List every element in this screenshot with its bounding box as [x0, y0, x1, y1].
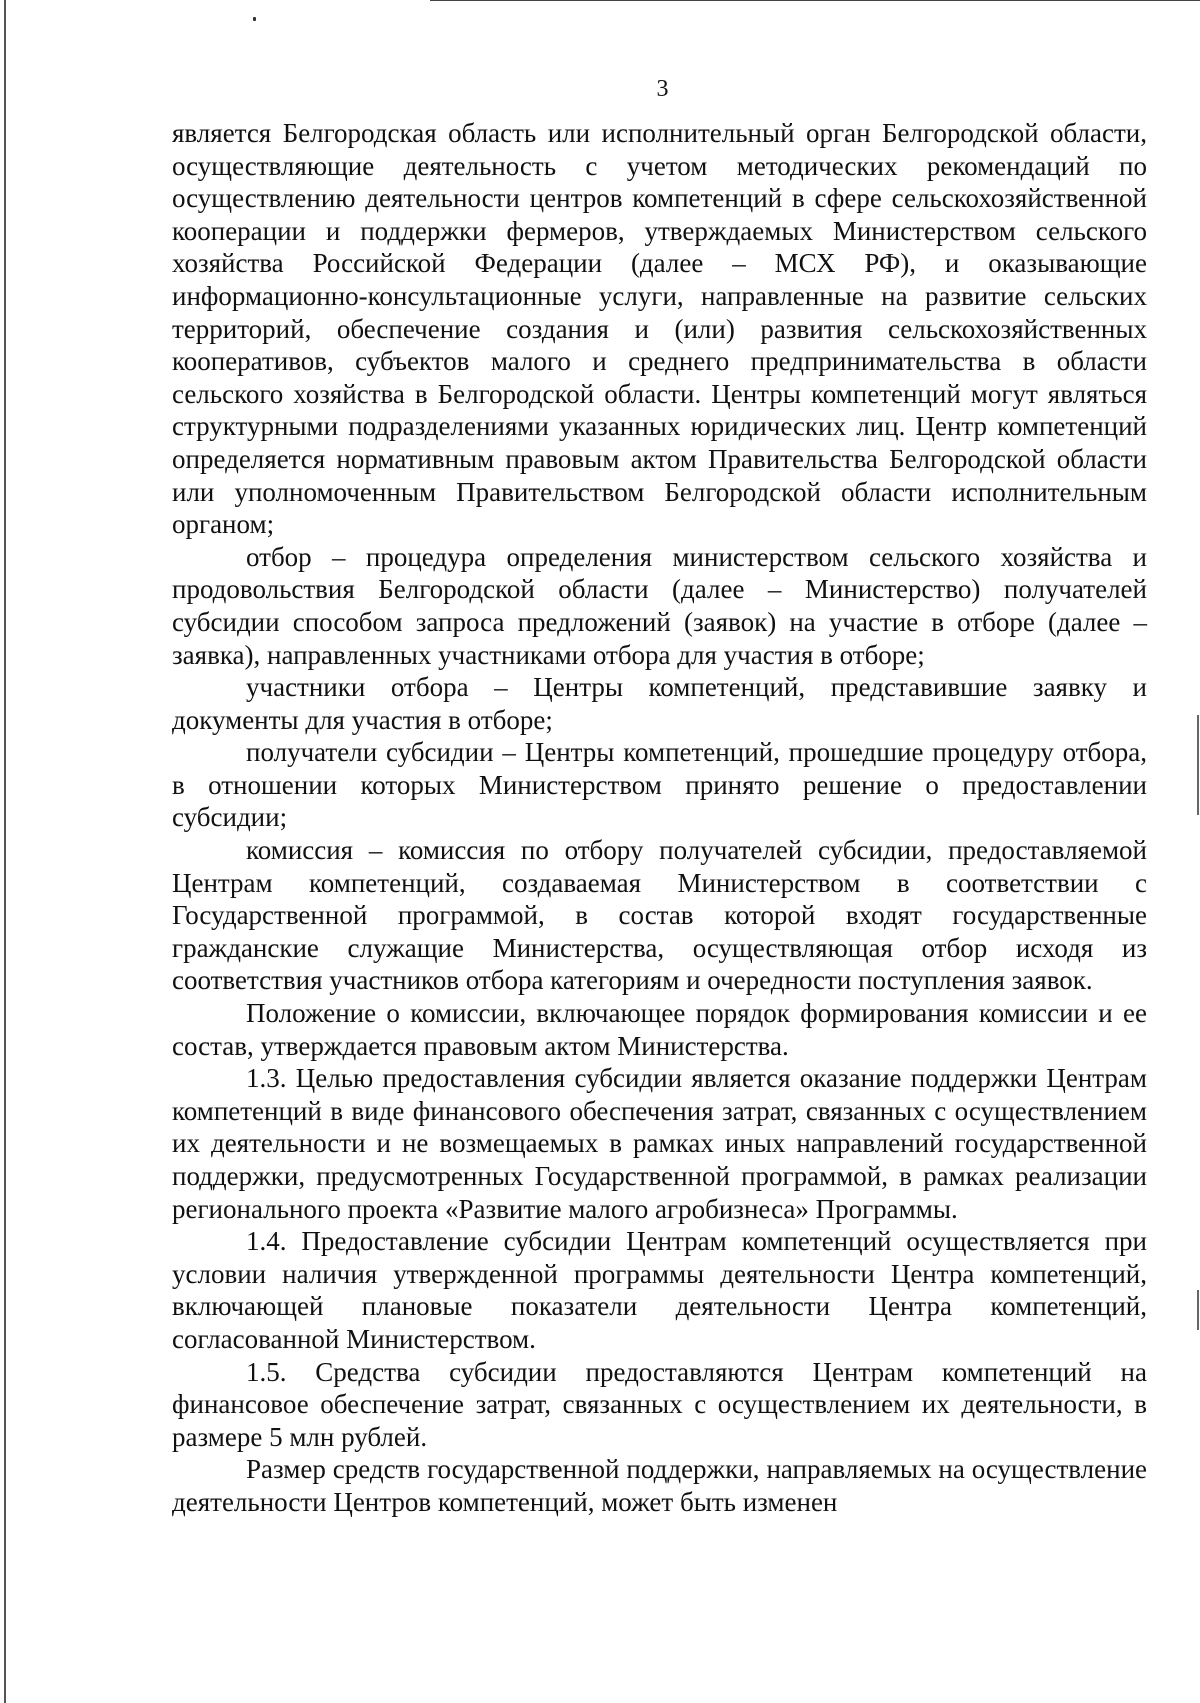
paragraph: Размер средств государственной поддержки, направляемых на осуществление деятельности Центров компетенций, может быть изменен [172, 1454, 1147, 1517]
scan-edge-left [4, 0, 6, 1703]
scan-edge-right [1197, 1290, 1199, 1330]
paragraph: отбор – процедура определения министерством сельского хозяйства и продовольствия Белгородской области (далее – Министерство) получателей субсидии способом запроса предложений (заявок) на участие в отборе (далее – заявка), направленных участниками отбора для участия в отборе; [172, 541, 1147, 670]
paragraph: комиссия – комиссия по отбору получателей субсидии, предоставляемой Центрам компетенций, создаваемая Министерством в соответствии с Государственной программой, в состав которой входят государственные гражданские служащие Министерства, осуществляющая отбор исходя из соответствия участников отбора категориям и очередности поступления заявок. [172, 835, 1147, 996]
paragraph: 1.4. Предоставление субсидии Центрам компетенций осуществляется при условии наличия утвержденной программы деятельности Центра компетенций, включающей плановые показатели деятельности Центра компетенций, согласованной Министерством. [172, 1226, 1147, 1354]
paragraph: 1.3. Целью предоставления субсидии является оказание поддержки Центрам компетенций в виде финансового обеспечения затрат, связанных с осуществлением их деятельности и не возмещаемых в рамках иных направлений государственной поддержки, предусмотренных Государственной программой, в рамках реализации регионального проекта «Развитие малого агробизнеса» Программы. [172, 1063, 1147, 1224]
scan-speck [253, 17, 256, 21]
paragraph: участники отбора – Центры компетенций, представившие заявку и документы для участия в отборе; [172, 672, 1147, 735]
paragraph: получатели субсидии – Центры компетенций, прошедшие процедуру отбора, в отношении которых Министерством принято решение о предоставлении субсидии; [172, 737, 1147, 833]
scan-edge-right [1197, 715, 1199, 815]
paragraph: Положение о комиссии, включающее порядок формирования комиссии и ее состав, утверждается правовым актом Министерства. [172, 998, 1147, 1061]
document-body [172, 117, 1147, 1519]
scan-edge-top [430, 0, 1200, 1]
paragraph: является Белгородская область или исполнительный орган Белгородской области, осуществляющие деятельность с учетом методических рекомендаций по осуществлению деятельности центров компетенций в сфере сельскохозяйственной кооперации и поддержки фермеров, утверждаемых Министерством сельского хозяйства Российской Федерации (далее – МСХ РФ), и оказывающие информационно-консультационные услуги, направленные на развитие сельских территорий, обеспечение создания и (или) развития сельскохозяйственных кооперативов, субъектов малого и среднего предпринимательства в области сельского хозяйства в Белгородской области. Центры компетенций могут являться структурными подразделениями указанных юридических лиц. Центр компетенций определяется нормативным правовым актом Правительства Белгородской области или уполномоченным Правительством Белгородской области исполнительным органом; [172, 118, 1147, 540]
paragraph: 1.5. Средства субсидии предоставляются Центрам компетенций на финансовое обеспечение затрат, связанных с осуществлением их деятельности, в размере 5 млн рублей. [172, 1356, 1147, 1452]
page-number: 3 [656, 76, 669, 102]
